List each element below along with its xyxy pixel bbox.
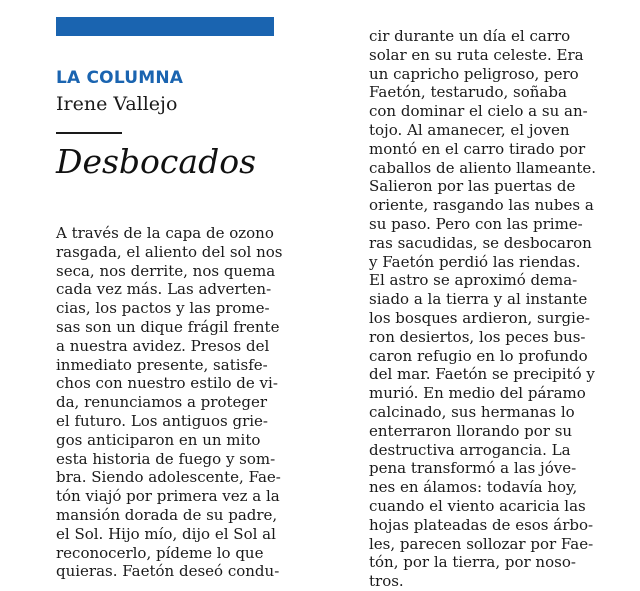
article-column-right: [369, 27, 596, 591]
article-line: y Faetón perdió las riendas.: [369, 252, 581, 271]
article-line: ras sacudidas, se desbocaron: [369, 233, 592, 252]
article-line: tón, por la tierra, por noso-: [369, 553, 576, 572]
article-line: reconocerlo, pídeme lo que: [56, 543, 264, 562]
article-line: el Sol. Hijo mío, dijo el Sol al: [56, 524, 276, 543]
article-line: oriente, rasgando las nubes a: [369, 196, 594, 215]
article-title: Desbocados: [56, 142, 256, 181]
article-line: montó en el carro tirado por: [369, 139, 586, 158]
article-line: cada vez más. Las adverten-: [56, 280, 272, 299]
article-line: enterraron llorando por su: [369, 421, 573, 440]
article-line: mansión dorada de su padre,: [56, 505, 278, 524]
article-line: nes en álamos: todavía hoy,: [369, 478, 578, 497]
article-line: cuando el viento acaricia las: [369, 496, 586, 515]
article-line: un capricho peligroso, pero: [369, 64, 579, 83]
article-line: tón viajó por primera vez a la: [56, 487, 280, 506]
article-line: tros.: [369, 572, 404, 591]
article-line: da, renunciamos a proteger: [56, 393, 268, 412]
article-line: Faetón, testarudo, soñaba: [369, 83, 567, 102]
article-line: ron desiertos, los peces bus-: [369, 327, 586, 346]
article-line: bra. Siendo adolescente, Fae-: [56, 468, 281, 487]
article-line: caballos de aliento llameante.: [369, 158, 597, 177]
article-line: pena transformó a las jóve-: [369, 459, 577, 478]
article-line: Salieron por las puertas de: [369, 177, 576, 196]
article-line: solar en su ruta celeste. Era: [369, 45, 584, 64]
article-line: murió. En medio del páramo: [369, 384, 586, 403]
article-line: a nuestra avidez. Presos del: [56, 336, 270, 355]
article-line: su paso. Pero con las prime-: [369, 214, 583, 233]
section-label: LA COLUMNA: [56, 68, 184, 88]
article-line: destructiva arrogancia. La: [369, 440, 571, 459]
article-line: El astro se aproximó dema-: [369, 271, 578, 290]
section-color-bar: [56, 17, 274, 36]
article-line: cir durante un día el carro: [369, 27, 571, 45]
article-line: siado a la tierra y al instante: [369, 290, 588, 309]
article-line: los bosques ardieron, surgie-: [369, 308, 590, 327]
title-divider: [56, 132, 122, 134]
article-line: chos con nuestro estilo de vi-: [56, 374, 278, 393]
article-line: hojas plateadas de esos árbo-: [369, 515, 594, 534]
article-line: calcinado, sus hermanas lo: [369, 402, 575, 421]
article-line: seca, nos derrite, nos quema: [56, 261, 276, 280]
article-line: quieras. Faetón deseó condu-: [56, 562, 280, 581]
article-column-left: [56, 224, 283, 581]
article-line: cias, los pactos y las prome-: [56, 299, 270, 318]
article-line: rasgada, el aliento del sol nos: [56, 242, 283, 261]
article-line: el futuro. Los antiguos grie-: [56, 411, 268, 430]
article-line: les, parecen sollozar por Fae-: [369, 534, 594, 553]
article-line: esta historia de fuego y som-: [56, 449, 276, 468]
article-line: A través de la capa de ozono: [56, 224, 274, 242]
article-line: gos anticiparon en un mito: [56, 430, 261, 449]
author-name: Irene Vallejo: [56, 93, 178, 115]
article-line: tojo. Al amanecer, el joven: [369, 120, 570, 139]
article-line: sas son un dique frágil frente: [56, 317, 280, 336]
article-line: del mar. Faetón se precipitó y: [369, 365, 595, 384]
article-line: caron refugio en lo profundo: [369, 346, 588, 365]
article-line: con dominar el cielo a su an-: [369, 102, 588, 121]
article-line: inmediato presente, satisfe-: [56, 355, 268, 374]
